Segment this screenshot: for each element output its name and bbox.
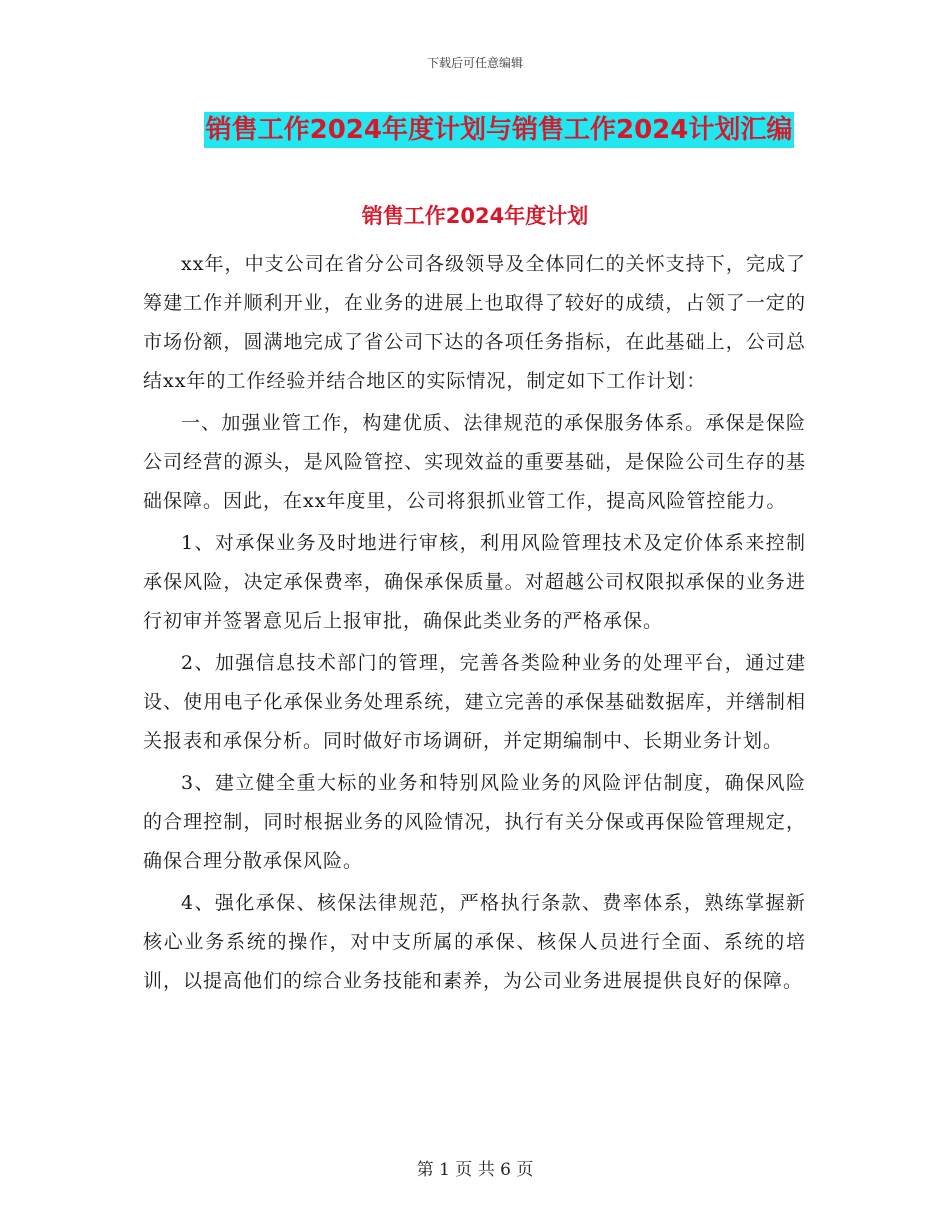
section-title: 销售工作2024年度计划: [361, 204, 589, 228]
page-footer: 第 1 页 共 6 页: [416, 1160, 534, 1180]
paragraph: 一、加强业管工作，构建优质、法律规范的承保服务体系。承保是保险公司经营的源头，是风险管控、实现效益的重要基础，是保险公司生存的基础保障。因此，在xx年度里，公司将狠抓业管工作，提高风险管控能力。: [143, 412, 806, 512]
document-body: [143, 245, 806, 1004]
header-note: 下载后可任意编辑: [426, 56, 523, 70]
paragraph: 4、强化承保、核保法律规范，严格执行条款、费率体系，熟练掌握新核心业务系统的操作，对中支所属的承保、核保人员进行全面、系统的培训，以提高他们的综合业务技能和素养，为公司业务进展提供良好的保障。: [143, 892, 806, 992]
paragraph: 2、加强信息技术部门的管理，完善各类险种业务的处理平台，通过建设、使用电子化承保业务处理系统，建立完善的承保基础数据库，并缮制相关报表和承保分析。同时做好市场调研，并定期编制中、长期业务计划。: [143, 652, 806, 752]
paragraph: 1、对承保业务及时地进行审核，利用风险管理技术及定价体系来控制承保风险，决定承保费率，确保承保质量。对超越公司权限拟承保的业务进行初审并签署意见后上报审批，确保此类业务的严格承保。: [143, 532, 806, 632]
paragraph: xx年，中支公司在省分公司各级领导及全体同仁的关怀支持下，完成了筹建工作并顺利开业，在业务的进展上也取得了较好的成绩，占领了一定的市场份额，圆满地完成了省公司下达的各项任务指标，在此基础上，公司总结xx年的工作经验并结合地区的实际情况，制定如下工作计划：: [143, 253, 806, 392]
paragraph: 3、建立健全重大标的业务和特别风险业务的风险评估制度，确保风险的合理控制，同时根据业务的风险情况，执行有关分保或再保险管理规定，确保合理分散承保风险。: [143, 772, 806, 872]
document-main-title: 销售工作2024年度计划与销售工作2024计划汇编: [204, 112, 795, 148]
main-title-container: [0, 112, 950, 148]
